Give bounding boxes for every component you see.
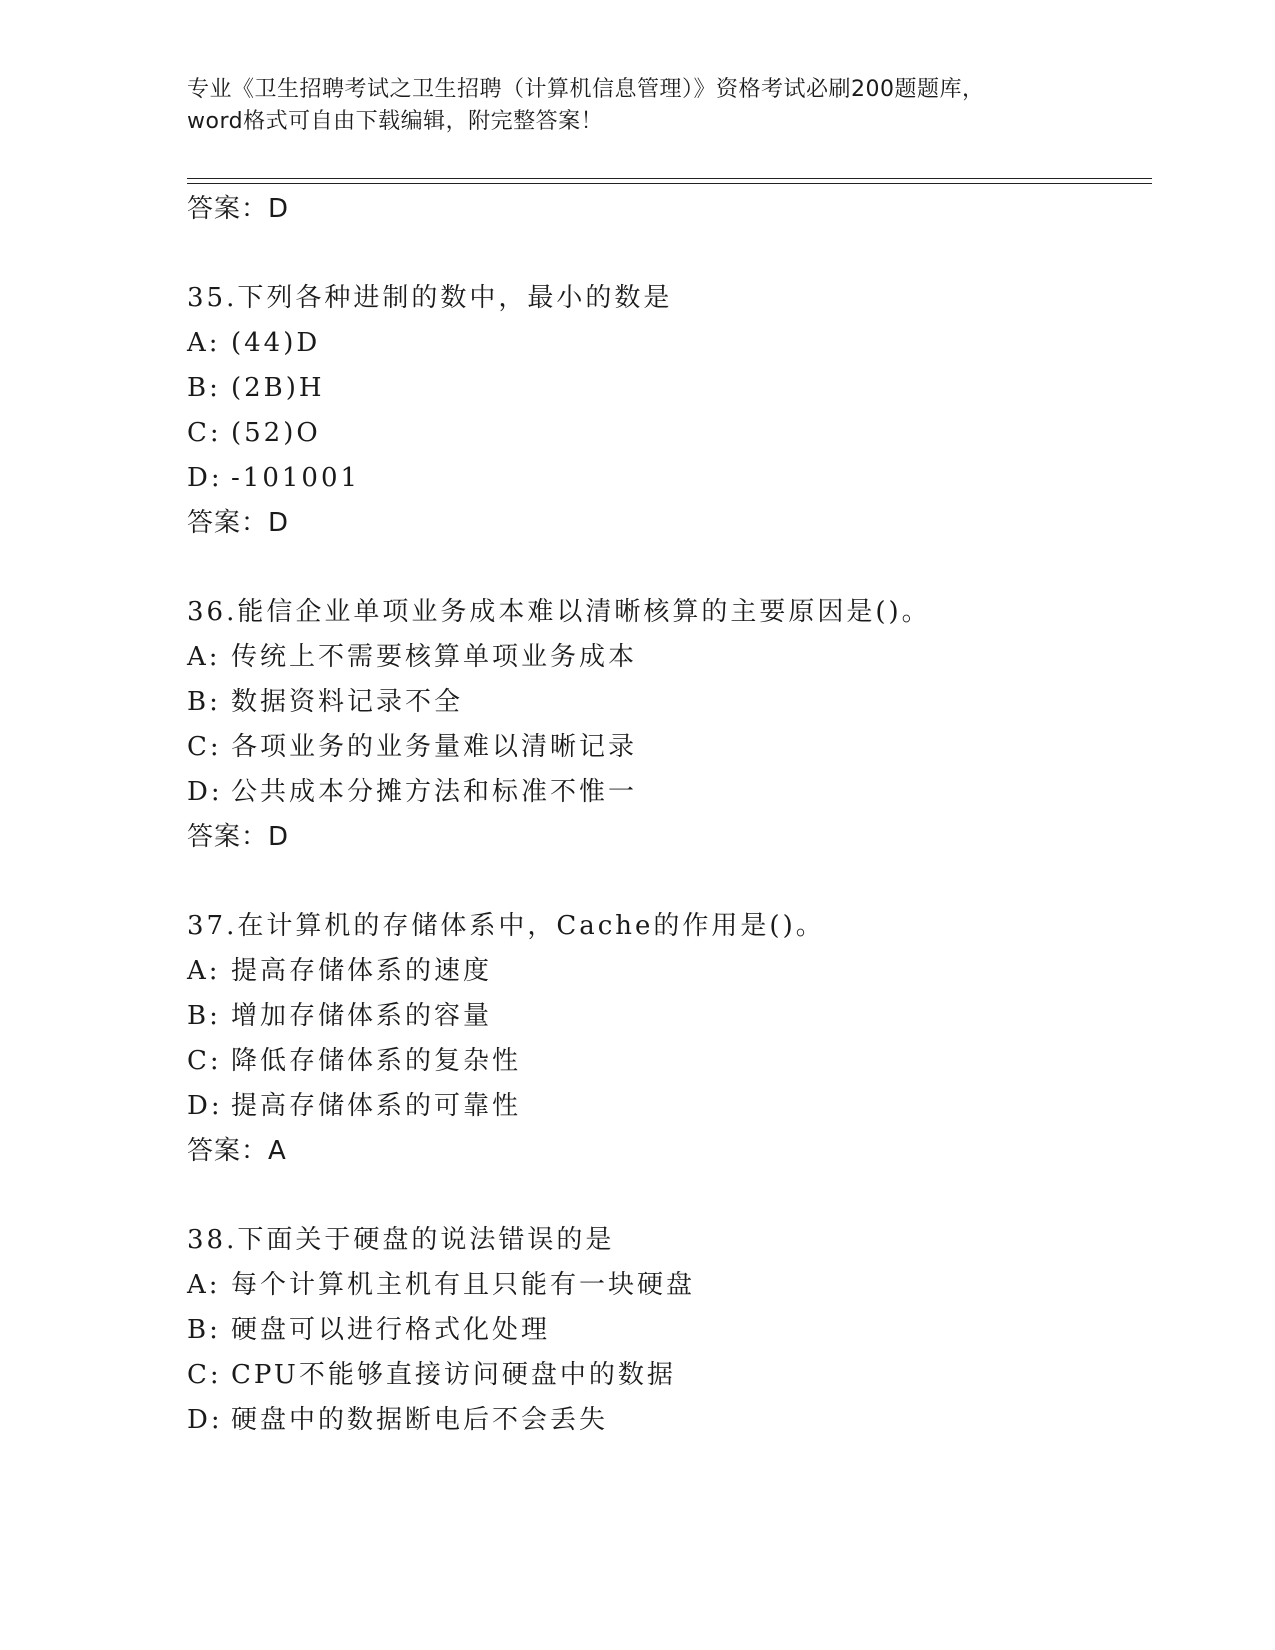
option-a [187,1269,1147,1301]
option-text: 各项业务的业务量难以清晰记录 [231,732,638,762]
option-c [187,731,1147,763]
option-text: 公共成本分摊方法和标准不惟一 [231,777,638,807]
option-key: A: [187,1270,221,1300]
option-text: 硬盘中的数据断电后不会丢失 [231,1405,609,1435]
option-text: CPU不能够直接访问硬盘中的数据 [231,1360,676,1390]
option-b [187,1000,1147,1032]
option-key: A: [187,956,221,986]
option-key: C: [187,418,222,448]
option-key: B: [187,1315,221,1345]
option-text: 降低存储体系的复杂性 [231,1046,522,1076]
question-35 [187,282,1147,539]
option-text: 提高存储体系的速度 [231,956,493,986]
header-line-1: 专业《卫生招聘考试之卫生招聘（计算机信息管理）》资格考试必刷200题题库， [187,77,985,102]
answer: 答案：D [187,508,290,538]
question-title: 38.下面关于硬盘的说法错误的是 [187,1225,615,1255]
option-text: 每个计算机主机有且只能有一块硬盘 [231,1270,696,1300]
option-key: A: [187,642,221,672]
option-d [187,1404,1147,1436]
option-key: D: [187,1405,223,1435]
option-b [187,1314,1147,1346]
option-c [187,1045,1147,1077]
option-text: 数据资料记录不全 [231,687,464,717]
option-key: C: [187,1046,222,1076]
answer: 答案：A [187,1136,287,1166]
option-c [187,417,1147,449]
option-text: (52)O [231,418,321,448]
question-38 [187,1224,1147,1436]
option-text: 增加存储体系的容量 [231,1001,493,1031]
option-a [187,955,1147,987]
header-divider-bottom [187,183,1152,184]
option-key: D: [187,1091,223,1121]
option-a [187,327,1147,359]
option-c [187,1359,1147,1391]
option-d [187,776,1147,808]
option-d [187,462,1147,494]
option-key: C: [187,1360,222,1390]
option-b [187,686,1147,718]
option-text: 提高存储体系的可靠性 [231,1091,522,1121]
option-key: D: [187,777,223,807]
option-key: B: [187,687,221,717]
option-text: 传统上不需要核算单项业务成本 [231,642,638,672]
option-key: B: [187,373,221,403]
question-37 [187,910,1147,1167]
option-text: 硬盘可以进行格式化处理 [231,1315,551,1345]
header-line-2: word格式可自由下载编辑，附完整答案！ [187,109,604,134]
option-text: -101001 [231,463,361,493]
question-title: 36.能信企业单项业务成本难以清晰核算的主要原因是()。 [187,597,931,627]
option-b [187,372,1147,404]
option-key: A: [187,328,221,358]
question-title: 35.下列各种进制的数中，最小的数是 [187,283,673,313]
document-header [187,74,1087,138]
option-text: (44)D [231,328,321,358]
answer: 答案：D [187,822,290,852]
option-a [187,641,1147,673]
option-key: D: [187,463,223,493]
header-divider-top [187,178,1152,179]
option-d [187,1090,1147,1122]
answer-previous: 答案：D [187,194,290,224]
option-key: B: [187,1001,221,1031]
question-title: 37.在计算机的存储体系中，Cache的作用是()。 [187,911,825,941]
option-key: C: [187,732,222,762]
option-text: (2B)H [231,373,325,403]
question-36 [187,596,1147,853]
